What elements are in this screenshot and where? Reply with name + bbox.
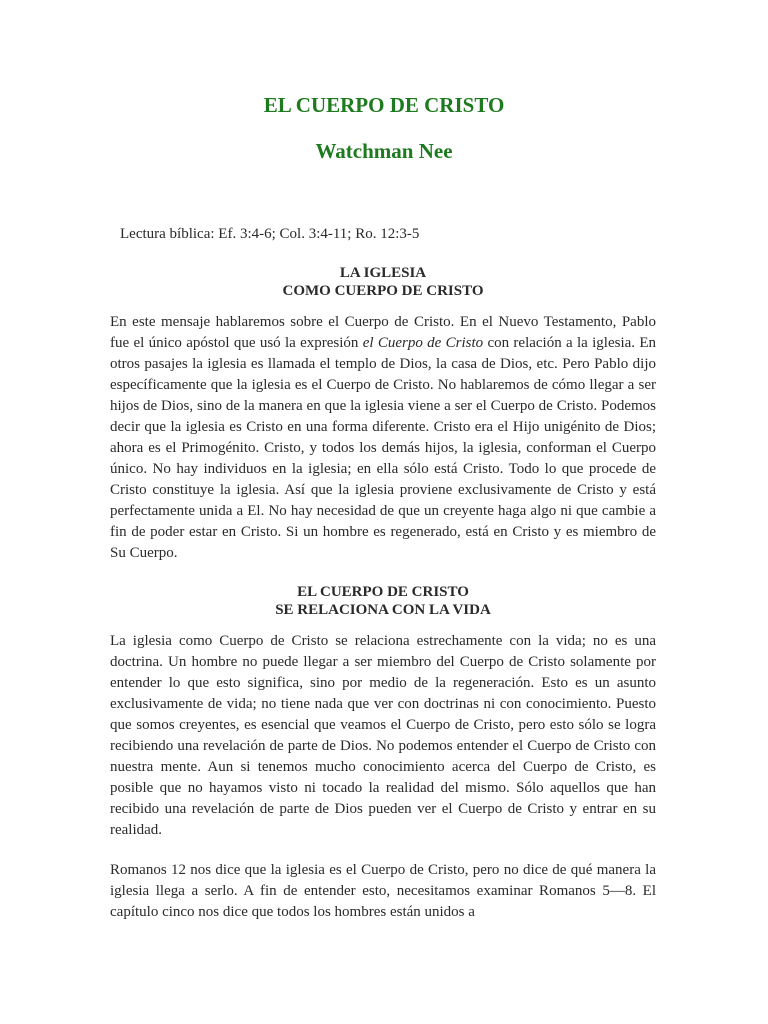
section-la-iglesia (110, 264, 656, 564)
section-heading-line: COMO CUERPO DE CRISTO (282, 283, 484, 299)
section-heading (110, 264, 656, 300)
document-title: EL CUERPO DE CRISTO (263, 93, 505, 117)
paragraph-text: con relación a la iglesia. En otros pasajes la iglesia es llamada el templo de Dios, la casa de Dios, etc. Pero Pablo dijo específicamente que la iglesia es el Cuerpo de Cristo. No hablaremos de cómo llegar a ser hijos de Dios, sino de la manera en que la iglesia viene a ser el Cuerpo de Cristo. Podemos decir que la iglesia es Cristo en una forma diferente. Cristo era el Hijo unigénito de Dios; ahora es el Primogénito. Cristo, y todos los demás hijos, la iglesia, conforman el Cuerpo único. No hay individuos en la iglesia; en ella sólo está Cristo. Todo lo que procede de Cristo constituye la iglesia. Así que la iglesia proviene exclusivamente de Cristo y está perfectamente unida a El. No hay necesidad de que un creyente haga algo ni que cambie a fin de poder estar en Cristo. Si un hombre es regenerado, está en Cristo y es miembro de Su Cuerpo. (110, 335, 656, 561)
document-author: Watchman Nee (315, 139, 453, 163)
paragraph-emphasis: el Cuerpo de Cristo (362, 335, 484, 351)
paragraph (110, 312, 656, 564)
section-heading-line: LA IGLESIA (339, 265, 427, 281)
section-heading (110, 583, 656, 619)
paragraph: Romanos 12 nos dice que la iglesia es el Cuerpo de Cristo, pero no dice de qué manera la iglesia llega a serlo. A fin de entender esto, necesitamos examinar Romanos 5—8. El capítulo cinco nos dice que todos los hombres están unidos a (110, 862, 656, 920)
section-heading-line: SE RELACIONA CON LA VIDA (275, 602, 491, 618)
paragraph-text: En este mensaje hablaremos sobre el Cuerpo de Cristo. En el Nuevo Testamento, Pablo fue el único apóstol que usó la expresión (110, 314, 656, 351)
document-body (110, 264, 656, 942)
section-heading-line: EL CUERPO DE CRISTO (297, 584, 469, 600)
section-cuerpo-vida (110, 583, 656, 923)
paragraph: La iglesia como Cuerpo de Cristo se relaciona estrechamente con la vida; no es una doctrina. Un hombre no puede llegar a ser miembro del Cuerpo de Cristo solamente por entender lo que esto significa, sino por medio de la regeneración. Esto es un asunto exclusivamente de vida; no tiene nada que ver con doctrinas ni con conocimiento. Puesto que somos creyentes, es esencial que veamos el Cuerpo de Cristo, pero esto sólo se logra recibiendo una revelación de parte de Dios. No podemos entender el Cuerpo de Cristo con nuestra mente. Aun si tenemos mucho conocimiento acerca del Cuerpo de Cristo, es posible que no hayamos visto ni tocado la realidad del mismo. Sólo aquellos que han recibido una revelación de parte de Dios pueden ver el Cuerpo de Cristo y entrar en su realidad. (110, 633, 656, 838)
scripture-reading: Lectura bíblica: Ef. 3:4-6; Col. 3:4-11; Ro. 12:3-5 (120, 226, 420, 242)
